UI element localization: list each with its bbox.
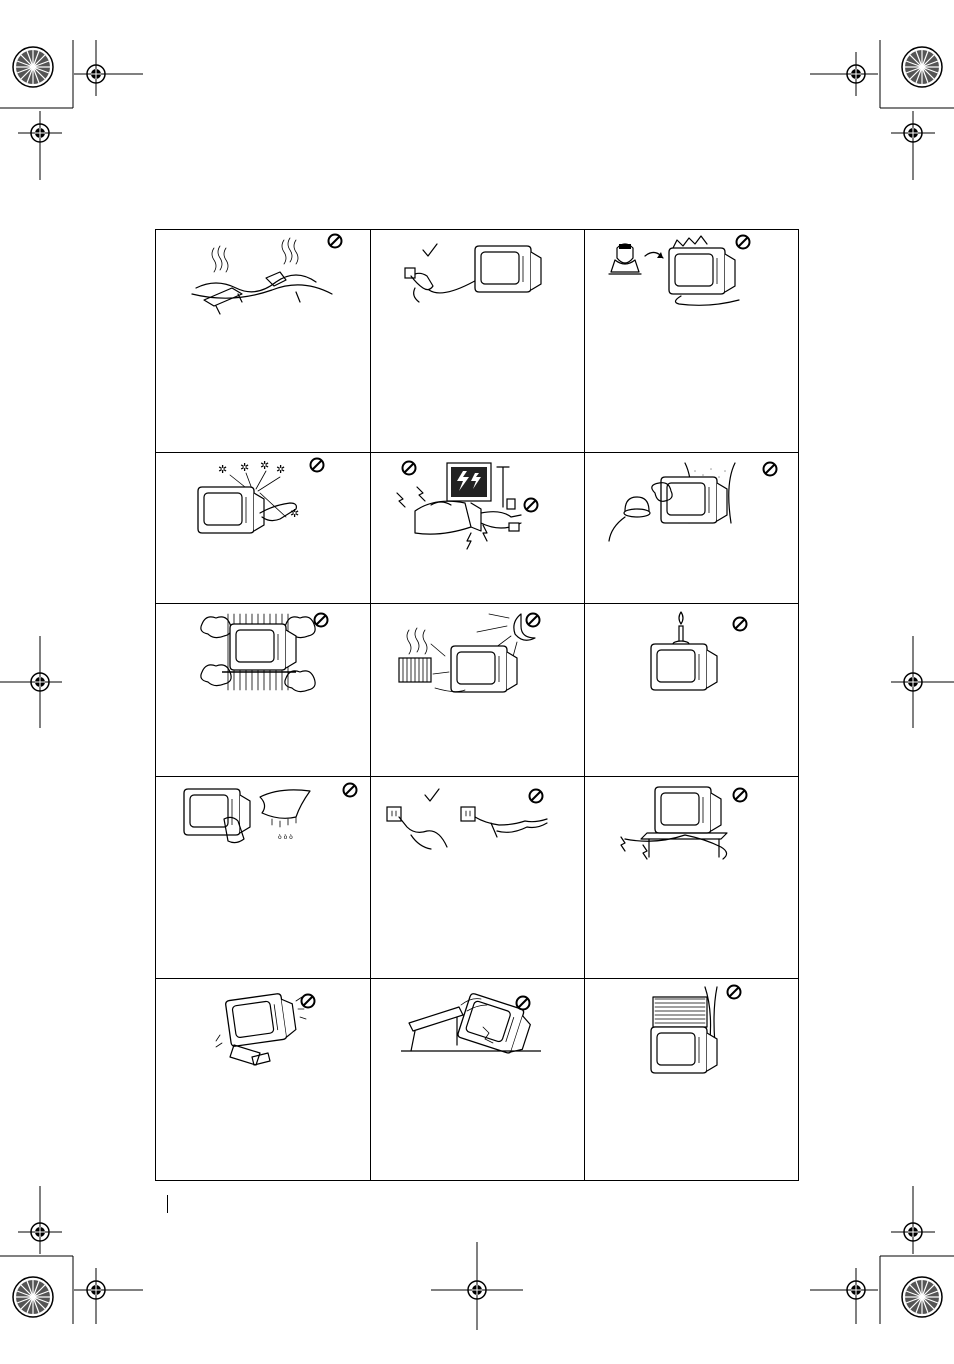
svg-text:ò ò ò: ò ò ò (278, 834, 293, 841)
safety-cell-plug-by-cord (371, 777, 585, 979)
safety-cell-service-technician (585, 230, 798, 453)
safety-illustration-grid (155, 229, 799, 1181)
safety-cell-inserting-object (156, 453, 371, 604)
safety-cell-heat-sources (371, 604, 585, 777)
lightning-storm-illustration (397, 463, 521, 549)
safety-cell-unstable (156, 979, 371, 1180)
safety-cell-plugging-in (371, 230, 585, 453)
svg-text:✲: ✲ (240, 461, 250, 474)
registration-mark-icon (891, 660, 935, 704)
svg-text:✲: ✲ (290, 507, 300, 520)
prohibited-icon (329, 235, 342, 248)
wet-cloth-illustration (184, 789, 310, 843)
svg-text:✲: ✲ (276, 463, 286, 476)
safety-cell-humidifier (585, 453, 798, 604)
registration-mark-icon (18, 111, 62, 155)
steaming-cord-illustration (192, 238, 332, 314)
registration-star-icon (13, 47, 53, 87)
objects-on-tv-illustration (651, 987, 717, 1073)
prohibited-icon (734, 618, 747, 631)
svg-text:✲: ✲ (260, 459, 270, 472)
prohibited-icon (344, 784, 357, 797)
enclosed-cabinet-illustration (201, 614, 315, 692)
registration-star-icon (902, 47, 942, 87)
safety-cell-wet-cloth (156, 777, 371, 979)
safety-cell-steaming-cord (156, 230, 371, 453)
safety-cell-lightning (371, 453, 585, 604)
prohibited-icon (517, 997, 530, 1010)
safety-cell-candle (585, 604, 798, 777)
prohibited-icon (728, 986, 741, 999)
cord-under-stand-illustration (621, 787, 727, 859)
inserting-object-illustration (198, 459, 299, 533)
check-icon (423, 244, 437, 256)
prohibited-icon (737, 236, 750, 249)
registration-mark-icon (834, 1268, 878, 1312)
plug-by-cord-illustration (387, 807, 547, 849)
prohibited-icon (734, 789, 747, 802)
registration-star-icon (13, 1277, 53, 1317)
registration-mark-icon (74, 1268, 118, 1312)
registration-mark-icon (74, 52, 118, 96)
falling-tv-illustration (401, 993, 541, 1057)
safety-cell-falling-tv (371, 979, 585, 1180)
heat-sources-illustration (399, 614, 535, 692)
plugging-in-illustration (405, 246, 541, 302)
prohibited-icon (527, 614, 540, 627)
registration-mark-icon (834, 52, 878, 96)
registration-mark-icon (891, 111, 935, 155)
prohibited-icon (525, 499, 538, 512)
registration-mark-icon (18, 1210, 62, 1254)
check-icon (425, 789, 439, 801)
prohibited-icon (302, 995, 315, 1008)
safety-cell-enclosed-cabinet (156, 604, 371, 777)
registration-mark-icon (18, 660, 62, 704)
prohibited-icon (764, 463, 777, 476)
service-technician-illustration (609, 236, 739, 305)
footer-rule (167, 1195, 168, 1213)
humidifier-illustration (609, 463, 735, 541)
candle-on-tv-illustration (651, 612, 717, 690)
registration-star-icon (902, 1277, 942, 1317)
prohibited-icon (311, 459, 324, 472)
registration-mark-icon (455, 1268, 499, 1312)
prohibited-icon (403, 462, 416, 475)
prohibited-icon (530, 790, 543, 803)
safety-cell-cord-under-stand (585, 777, 798, 979)
unstable-tv-illustration (216, 992, 306, 1065)
registration-mark-icon (891, 1210, 935, 1254)
safety-cell-objects-on-tv (585, 979, 798, 1180)
svg-text:✲: ✲ (218, 463, 228, 476)
prohibited-icon (315, 614, 328, 627)
